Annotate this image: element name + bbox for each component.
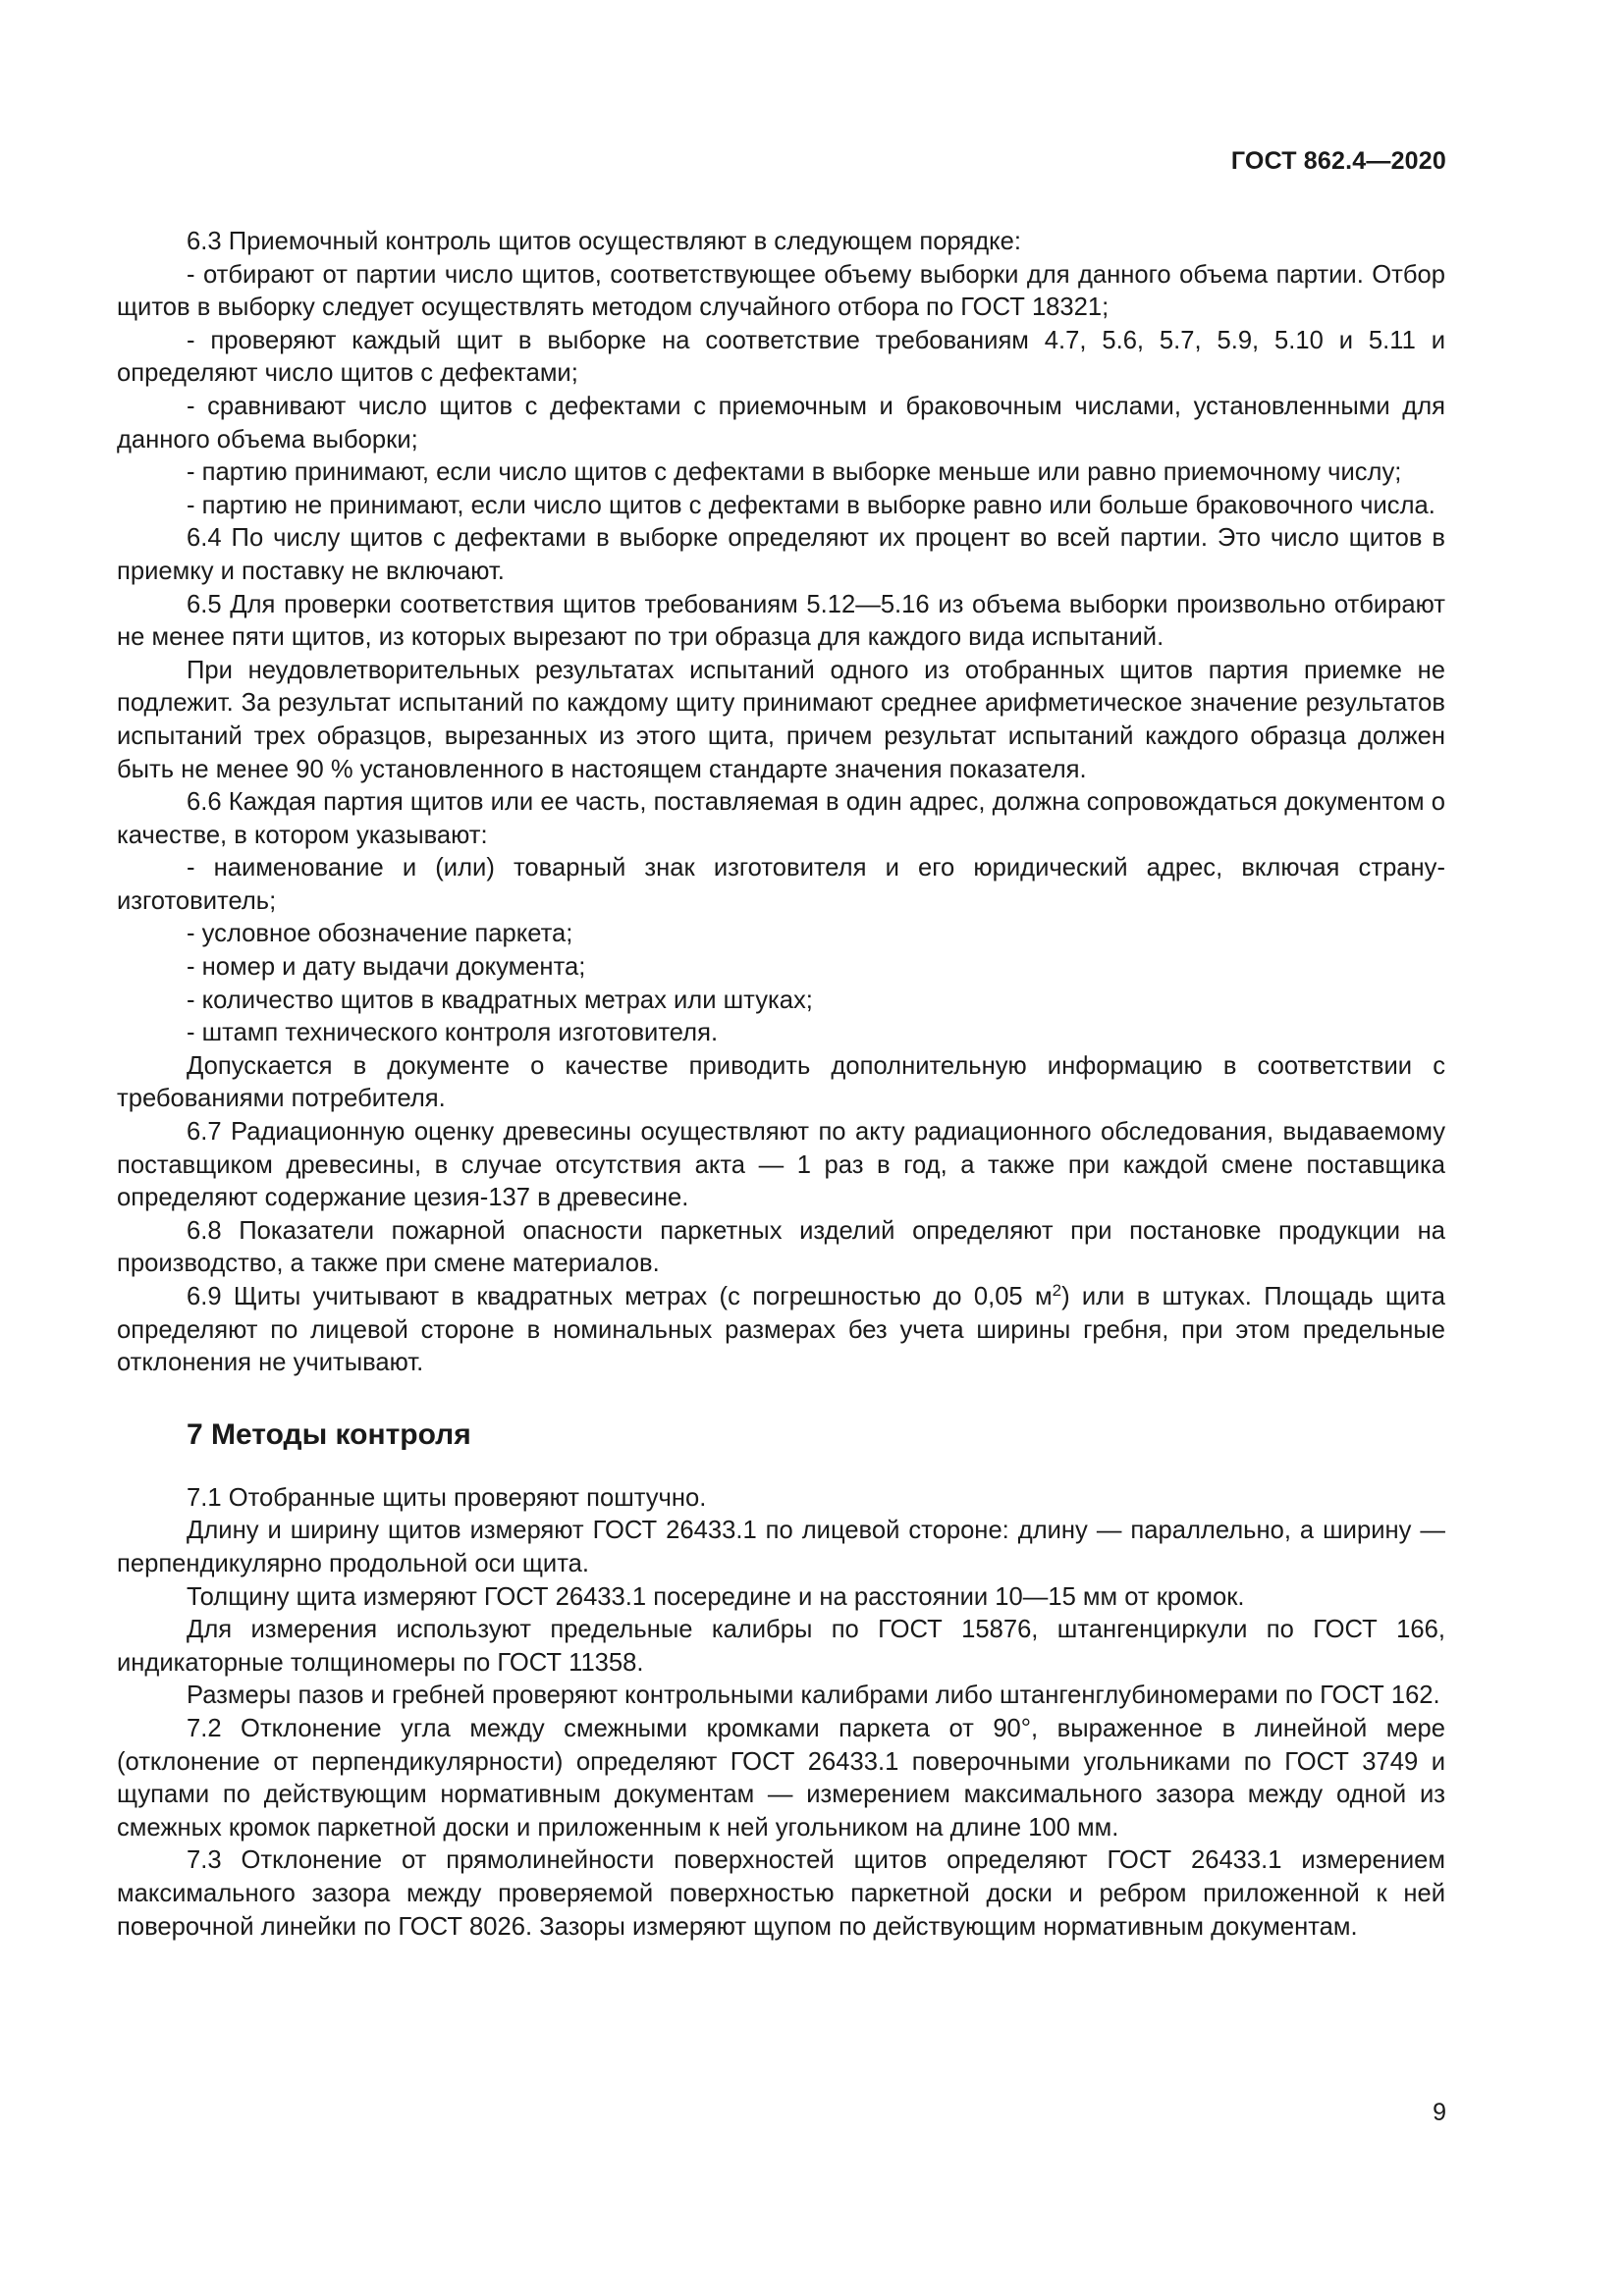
paragraph: - отбирают от партии число щитов, соответствующее объему выборки для данного объема партии. Отбор щитов в выборку следует осуществлять методом случайного отбора по ГОСТ 18321; [117,260,1445,322]
paragraph: Толщину щита измеряют ГОСТ 26433.1 посередине и на расстоянии 10—15 мм от кромок. [187,1582,1245,1611]
paragraph: - штамп технического контроля изготовителя. [187,1019,719,1047]
paragraph-6-9 [117,1281,1445,1380]
paragraph: Размеры пазов и гребней проверяют контрольными калибрами либо штангенглубиномерами по ГОСТ 162. [187,1682,1440,1710]
paragraph: 6.3 Приемочный контроль щитов осуществляют в следующем порядке: [187,228,1022,255]
paragraph: При неудовлетворительных результатах испытаний одного из отобранных щитов партия приемке не подлежит. За результат испытаний по каждому щиту принимают среднее арифметическое значение результатов испытаний трех образцов, вырезанных из этого щита, причем результат испытаний каждого образца должен быть не менее 90 % установленного в настоящем стандарте значения показателя. [117,656,1445,783]
paragraph: 7.3 Отклонение от прямолинейности поверхностей щитов определяют ГОСТ 26433.1 измерением максимального зазора между проверяемой поверхностью паркетной доски и ребром приложенной к ней поверочной линейки по ГОСТ 8026. Зазоры измеряют щупом по действующим нормативным документам. [117,1846,1445,1941]
paragraph: 6.8 Показатели пожарной опасности паркетных изделий определяют при постановке продукции на производство, а также при смене материалов. [117,1216,1445,1278]
paragraph: 6.5 Для проверки соответствия щитов требованиям 5.12—5.16 из объема выборки произвольно отбирают не менее пяти щитов, из которых вырезают по три образца для каждого вида испытаний. [117,590,1445,652]
paragraph: - номер и дату выдачи документа; [187,953,586,982]
paragraph: Длину и ширину щитов измеряют ГОСТ 26433.1 по лицевой стороне: длину — параллельно, а ширину — перпендикулярно продольной оси щита. [117,1517,1445,1577]
paragraph: Допускается в документе о качестве приводить дополнительную информацию в соответствии с требованиями потребителя. [117,1051,1445,1113]
superscript: 2 [1052,1281,1062,1300]
paragraph: 7.2 Отклонение угла между смежными кромками паркета от 90°, выраженное в линейной мере (отклонение от перпендикулярности) определяют ГОСТ 26433.1 поверочными угольниками по ГОСТ 3749 и щупами по действующим нормативным документам — измерением максимального зазора между одной из смежных кромок паркетной доски и приложенным к ней угольником на длине 100 мм. [117,1714,1445,1842]
paragraph: 6.4 По числу щитов с дефектами в выборке определяют их процент во всей партии. Это число щитов в приемку и поставку не включают. [117,524,1445,585]
paragraph: Для измерения используют предельные калибры по ГОСТ 15876, штангенциркули по ГОСТ 166, индикаторные толщиномеры по ГОСТ 11358. [117,1616,1445,1677]
paragraph: 6.6 Каждая партия щитов или ее часть, поставляемая в один адрес, должна сопровождаться документом о качестве, в котором указывают: [117,788,1445,849]
paragraph: - наименование и (или) товарный знак изготовителя и его юридический адрес, включая страну-изготовитель; [117,854,1445,915]
paragraph: - сравнивают число щитов с дефектами с приемочным и браковочным числами, установленными для данного объема выборки; [117,392,1445,454]
text-run: 6.9 Щиты учитывают в квадратных метрах (с погрешностью до 0,05 м [187,1283,1053,1310]
paragraph: - условное обозначение паркета; [187,920,573,948]
paragraph: - партию принимают, если число щитов с дефектами в выборке меньше или равно приемочному числу; [187,458,1402,487]
page-number: 9 [1433,2099,1446,2126]
paragraph: 7.1 Отобранные щиты проверяют поштучно. [187,1483,707,1512]
section-heading: 7 Методы контроля [187,1417,471,1451]
text-run: ) или в штуках. Площадь щита определяют по лицевой стороне в номинальных размерах без учета ширины гребня, при этом предельные отклонения не учитывают. [117,1283,1445,1377]
paragraph: - проверяют каждый щит в выборке на соответствие требованиям 4.7, 5.6, 5.7, 5.9, 5.10 и 5.11 и определяют число щитов с дефектами; [117,326,1445,388]
paragraph: 6.7 Радиационную оценку древесины осуществляют по акту радиационного обследования, выдаваемому поставщиком древесины, в случае отсутствия акта — 1 раз в год, а также при каждой смене поставщика определяют содержание цезия-137 в древесине. [117,1118,1445,1212]
document-header-id: ГОСТ 862.4—2020 [1230,147,1446,175]
paragraph: - партию не принимают, если число щитов с дефектами в выборке равно или больше браковочного числа. [187,491,1435,519]
document-body [117,226,1445,1944]
paragraph: - количество щитов в квадратных метрах или штуках; [187,986,813,1014]
